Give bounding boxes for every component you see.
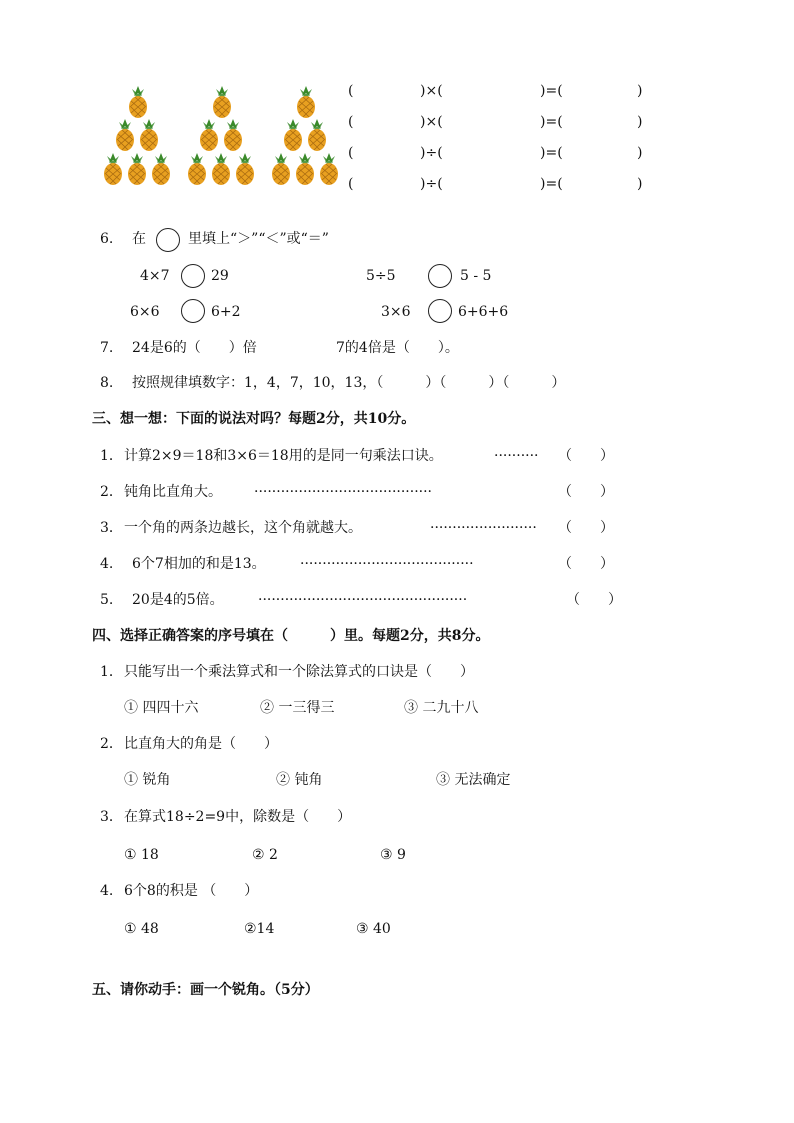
option[interactable]: ② 一三得三 xyxy=(260,700,335,716)
paren-close: ) xyxy=(637,145,643,161)
q6-expr-left: 4×7 xyxy=(140,268,170,284)
item-number: 3． xyxy=(100,809,123,825)
q6-answer-circle[interactable] xyxy=(181,299,205,323)
item-number: 5. xyxy=(100,592,114,608)
pineapple-icon xyxy=(102,152,124,186)
leader-dots: ·········· xyxy=(494,448,539,464)
operator-divide: )÷( xyxy=(420,145,443,161)
question-text: 只能写出一个乘法算式和一个除法算式的口诀是（ ） xyxy=(124,664,474,680)
option[interactable]: ① 48 xyxy=(124,921,159,937)
pineapple-illustration xyxy=(100,85,340,190)
answer-paren[interactable]: （ ） xyxy=(566,592,622,608)
item-number: 1． xyxy=(100,448,123,464)
section5-title: 五、请你动手：画一个锐角。（5分） xyxy=(92,982,319,998)
q6-expr-left: 5÷5 xyxy=(366,268,396,284)
section3-title: 三、想一想：下面的说法对吗？每题2分，共10分。 xyxy=(92,411,416,427)
pineapple-icon xyxy=(150,152,172,186)
item-number: 3． xyxy=(100,520,123,536)
pineapple-icon xyxy=(234,152,256,186)
pineapple-icon xyxy=(211,85,233,119)
option[interactable]: ① 锐角 xyxy=(124,772,171,788)
option[interactable]: ③ 40 xyxy=(356,921,391,937)
item-number: 1． xyxy=(100,664,123,680)
operator-times: )×( xyxy=(420,83,443,99)
leader-dots: ··············································· xyxy=(258,592,468,608)
question-text: 比直角大的角是（ ） xyxy=(124,736,278,752)
q6-answer-circle[interactable] xyxy=(428,264,452,288)
question-text: 在算式18÷2=9中，除数是（ ） xyxy=(124,809,352,825)
pineapple-icon xyxy=(198,118,220,152)
paren-close: ) xyxy=(637,176,643,192)
equals: )=( xyxy=(540,176,563,192)
answer-paren[interactable]: （ ） xyxy=(558,448,614,464)
q6-expr-left: 6×6 xyxy=(130,304,160,320)
q6-answer-circle[interactable] xyxy=(181,264,205,288)
pineapple-icon xyxy=(210,152,232,186)
q6-number: 6. xyxy=(100,231,114,247)
pineapple-icon xyxy=(294,152,316,186)
answer-paren[interactable]: （ ） xyxy=(558,484,614,500)
paren-close: ) xyxy=(637,83,643,99)
answer-paren[interactable]: （ ） xyxy=(558,556,614,572)
item-text: 钝角比直角大。 xyxy=(124,484,222,500)
q6-pre: 在 xyxy=(132,231,146,247)
q6-expr-left: 3×6 xyxy=(381,304,411,320)
q6-answer-circle[interactable] xyxy=(428,299,452,323)
pineapple-icon xyxy=(270,152,292,186)
item-number: 2． xyxy=(100,736,123,752)
paren-open: ( xyxy=(348,176,354,192)
option[interactable]: ① 18 xyxy=(124,847,159,863)
operator-times: )×( xyxy=(420,114,443,130)
equals: )=( xyxy=(540,145,563,161)
leader-dots: ························ xyxy=(430,520,537,536)
q7-part-a: 24是6的（ ）倍 xyxy=(132,340,257,356)
pineapple-icon xyxy=(186,152,208,186)
pineapple-icon xyxy=(127,85,149,119)
item-text: 20是4的5倍。 xyxy=(132,592,224,608)
option[interactable]: ②14 xyxy=(244,921,275,937)
pineapple-icon xyxy=(295,85,317,119)
option[interactable]: ③ 二九十八 xyxy=(404,700,479,716)
option[interactable]: ② 2 xyxy=(252,847,278,863)
item-number: 4. xyxy=(100,556,114,572)
paren-open: ( xyxy=(348,114,354,130)
q6-expr-right: 5 - 5 xyxy=(460,268,492,284)
operator-divide: )÷( xyxy=(420,176,443,192)
pineapple-icon xyxy=(138,118,160,152)
q7-part-b: 7的4倍是（ ）。 xyxy=(336,340,459,356)
item-text: 6个7相加的和是13。 xyxy=(132,556,266,572)
q6-expr-right: 6+6+6 xyxy=(458,304,509,320)
section4-title: 四、选择正确答案的序号填在（ ）里。每题2分，共8分。 xyxy=(92,628,490,644)
option[interactable]: ③ 9 xyxy=(380,847,406,863)
item-text: 一个角的两条边越长，这个角就越大。 xyxy=(124,520,362,536)
item-number: 2． xyxy=(100,484,123,500)
pineapple-icon xyxy=(306,118,328,152)
pineapple-icon xyxy=(222,118,244,152)
q6-expr-right: 6+2 xyxy=(211,304,241,320)
equals: )=( xyxy=(540,83,563,99)
q6-instruction: 里填上“＞”“＜”或“＝” xyxy=(188,231,329,247)
equals: )=( xyxy=(540,114,563,130)
option[interactable]: ① 四四十六 xyxy=(124,700,199,716)
question-text: 6个8的积是 （ ） xyxy=(124,883,259,899)
q6-circle-example xyxy=(156,228,180,252)
q7-number: 7. xyxy=(100,340,114,356)
option[interactable]: ② 钝角 xyxy=(276,772,323,788)
leader-dots: ······································· xyxy=(300,556,474,572)
q8-number: 8. xyxy=(100,375,114,391)
q8-text: 按照规律填数字：1，4，7，10，13，（ ）（ ）（ ） xyxy=(132,375,566,391)
item-number: 4. xyxy=(100,883,114,899)
pineapple-icon xyxy=(126,152,148,186)
paren-close: ) xyxy=(637,114,643,130)
item-text: 计算2×9＝18和3×6＝18用的是同一句乘法口诀。 xyxy=(124,448,443,464)
pineapple-icon xyxy=(318,152,340,186)
pineapple-icon xyxy=(114,118,136,152)
answer-paren[interactable]: （ ） xyxy=(558,520,614,536)
paren-open: ( xyxy=(348,83,354,99)
leader-dots: ········································ xyxy=(254,484,433,500)
paren-open: ( xyxy=(348,145,354,161)
option[interactable]: ③ 无法确定 xyxy=(436,772,511,788)
pineapple-icon xyxy=(282,118,304,152)
q6-expr-right: 29 xyxy=(211,268,229,284)
